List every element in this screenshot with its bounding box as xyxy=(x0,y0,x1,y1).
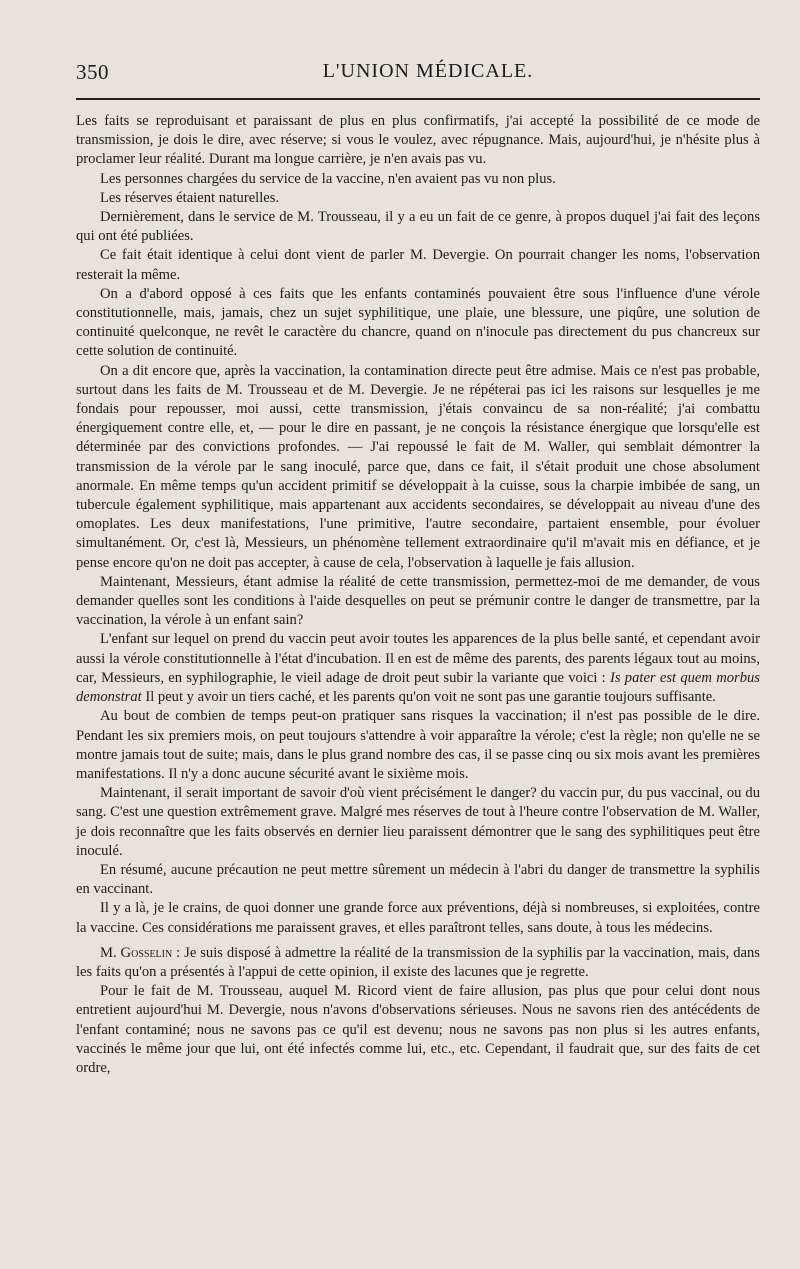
paragraph: Il y a là, je le crains, de quoi donner une grande force aux préventions, déjà si nombreuses, si exploitées, contre la vaccine. Ces considérations me paraissent graves, et elles paraîtront telles, sans doute, à tous les médecins. xyxy=(76,900,760,936)
running-title: L'UNION MÉDICALE. xyxy=(322,60,534,82)
page-header xyxy=(76,58,760,88)
paragraph: On a d'abord opposé à ces faits que les enfants contaminés pouvaient être sous l'influence d'une vérole constitutionnelle, mais, jamais, chez un sujet syphilitique, une plaie, une blessure, une piqûre, une solution de continuité quelconque, ne revêt le caractère du chancre, quand on n'inocule pas directement du pus chancreux sur cette solution de continuité. xyxy=(76,285,760,360)
speaker-name: M. Gosselin xyxy=(100,944,173,961)
paragraph: On a dit encore que, après la vaccination, la contamination directe peut être admise. Mais ce n'est pas probable, surtout dans les faits de M. Trousseau et de M. Devergie. Je ne répéterai pas ici les raisons sur lesquelles je me fondais pour repousser, moi aussi, cette transmission, j'étais convaincu de sa non-réalité; j'ai combattu énergiquement contre elle, et, — pour le dire en passant, je ne conçois la résistance énergique que lorsqu'elle est déterminée par des convictions profondes. — J'ai repoussé le fait de M. Waller, qui semblait démontrer la transmission de la vérole par le sang inoculé, parce que, dans ce fait, il s'était produit une chose absolument anormale. En même temps qu'un accident primitif se développait à la cuisse, sous la charpie imbibée de sang, un tubercule également syphilitique, mais appartenant aux accidents secondaires, se développait au niveau d'une des omoplates. Les deux manifestations, l'une primitive, l'autre secondaire, partaient ensemble, pour évoluer simultanément. Or, c'est là, Messieurs, un phénomène tellement extraordinaire qu'il m'avait mis en défiance, et je pense encore qu'on ne doit pas accepter, à cause de cela, l'observation à laquelle je fais allusion. xyxy=(76,362,760,571)
paragraph: Les faits se reproduisant et paraissant de plus en plus confirmatifs, j'ai accepté la possibilité de ce mode de transmission, je dois le dire, avec réserve; si vous le voulez, avec répugnance. Mais, aujourd'hui, je n'hésite plus à proclamer leur réalité. Durant ma longue carrière, je n'en avais pas vu. xyxy=(76,113,760,168)
page-number: 350 xyxy=(76,60,109,84)
paragraph: Les réserves étaient naturelles. xyxy=(100,189,280,206)
header-rule xyxy=(76,98,760,100)
speaker-text: : Je suis disposé à admettre la réalité de la transmission de la syphilis par la vaccination, mais, dans les faits qu'on a présentés à l'appui de cette opinion, il existe des lacunes que je regrette. xyxy=(76,944,760,980)
paragraph-text: Il peut y avoir un tiers caché, et les parents qu'on voit ne sont pas une garantie toujours suffisante. xyxy=(145,689,716,706)
paragraph: Les personnes chargées du service de la vaccine, n'en avaient pas vu non plus. xyxy=(100,170,556,187)
article-body xyxy=(76,112,760,1078)
paragraph: Ce fait était identique à celui dont vient de parler M. Devergie. On pourrait changer les noms, l'observation resterait la même. xyxy=(76,247,760,283)
paragraph: Maintenant, Messieurs, étant admise la réalité de cette transmission, permettez-moi de me demander, de vous demander quelles sont les conditions à l'aide desquelles on peut se prémunir contre le danger de transmettre, par la vaccination, la vérole à un enfant sain? xyxy=(76,573,760,629)
paragraph: Au bout de combien de temps peut-on pratiquer sans risques la vaccination; il n'est pas possible de le dire. Pendant les six premiers mois, on peut toujours s'attendre à voir apparaître la vérole; c'est la règle; non qu'elle ne se montre jamais tout de suite; mais, dans le plus grand nombre des cas, il se passe cinq ou six mois avant les premières manifestations. Il n'y a donc aucune sécurité avant le sixième mois. xyxy=(76,708,760,782)
paragraph-text: L'enfant sur lequel on prend du vaccin peut avoir toutes les apparences de la plus belle santé, et cependant avoir aussi la vérole constitutionnelle à l'état d'incubation. Il en est de même des parents, des parents légaux tout au moins, car, Messieurs, en syphilographie, le vieil adage de droit peut subir la variante que voici : xyxy=(76,631,760,686)
gosselin-paragraph xyxy=(76,944,760,982)
paragraph: Maintenant, il serait important de savoir d'où vient précisément le danger? du vaccin pur, du pus vaccinal, ou du sang. C'est une question extrêmement grave. Malgré mes réserves de tout à l'heure contre l'observation de M. Waller, je dois reconnaître que les faits observés en dernier lieu paraissent démontrer que le sang des syphilitiques peut être inoculé. xyxy=(76,785,760,859)
latin-maxim: Is pater est quem morbus demonstrat xyxy=(76,669,760,706)
paragraph: Pour le fait de M. Trousseau, auquel M. Ricord vient de faire allusion, pas plus que pour celui dont nous entretient aujourd'hui M. Devergie, nous n'avons d'observations sérieuses. Nous ne savons rien des antécédents de l'enfant contaminé; nous ne savons pas ce qu'il est devenu; nous ne savons pas non plus si les autres enfants, vaccinés le même jour que lui, ont été infectés comme lui, etc., etc. Cependant, il faudrait que, sur des faits de cet ordre, xyxy=(76,983,760,1076)
paragraph: En résumé, aucune précaution ne peut mettre sûrement un médecin à l'abri du danger de transmettre la syphilis en vaccinant. xyxy=(76,861,760,898)
paragraph: Dernièrement, dans le service de M. Trousseau, il y a eu un fait de ce genre, à propos duquel j'ai fait des leçons qui ont été publiées. xyxy=(76,209,760,245)
paragraph-with-maxim xyxy=(76,630,760,707)
